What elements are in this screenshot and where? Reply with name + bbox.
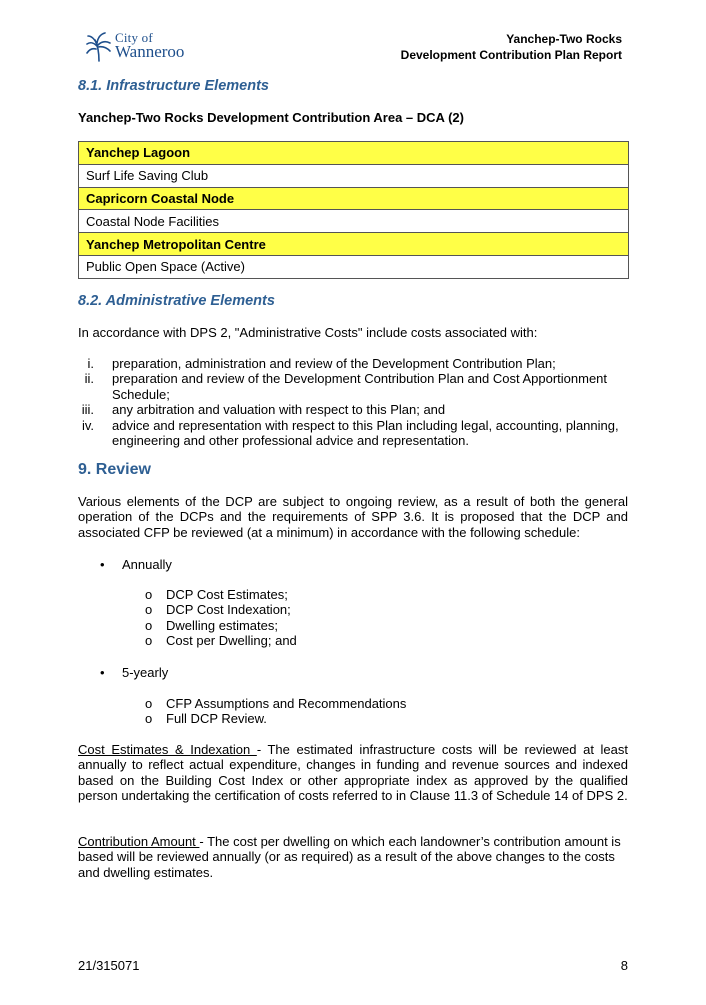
list-item-text: preparation and review of the Development Contribution Plan and Cost Apportionment Schedule; [112,371,608,402]
list-numeral: iii. [81,402,94,418]
dca-subheading: Yanchep-Two Rocks Development Contribution Area – DCA (2) [78,110,464,125]
table-row [79,187,629,210]
footer-page-number: 8 [620,958,628,973]
list-item-text: preparation, administration and review of the Development Contribution Plan; [112,356,556,371]
city-logo [86,30,196,66]
list-item-text: Full DCP Review. [166,711,267,727]
bullet-label: Annually [122,557,172,572]
table-row [79,164,629,187]
list-numeral: ii. [84,371,94,387]
bullet-label: 5-yearly [122,665,169,680]
list-item-text: CFP Assumptions and Recommendations [166,696,407,711]
admin-intro: In accordance with DPS 2, "Administrative Costs" include costs associated with: [78,325,538,340]
circle-bullet-icon: o [145,602,153,618]
circle-bullet-icon: o [145,633,153,649]
list-item-text: advice and representation with respect to this Plan including legal, accounting, planning, engineering and other professional advice and representation. [112,417,619,449]
table-row [79,210,629,233]
list-item [145,711,406,726]
table-cell: Yanchep Lagoon [79,142,629,165]
heading-infrastructure-elements: 8.1. Infrastructure Elements [78,78,269,94]
cost-estimates-paragraph [78,742,628,804]
report-header [401,31,622,63]
cost-estimates-title: Cost Estimates & Indexation [78,742,257,757]
list-item [145,633,297,648]
table-cell: Public Open Space (Active) [79,255,629,278]
five-yearly-sublist [145,696,406,727]
header-title-line2: Development Contribution Plan Report [400,48,622,62]
list-item [78,371,629,402]
contribution-amount-title: Contribution Amount [78,834,200,849]
list-item [145,587,297,602]
logo-text-wanneroo: Wanneroo [115,42,185,61]
admin-costs-list [78,356,629,448]
bullet-icon: • [100,557,105,572]
circle-bullet-icon: o [145,587,153,602]
list-item [145,602,297,617]
list-item-text: DCP Cost Estimates; [166,587,288,602]
list-item-text: DCP Cost Indexation; [166,602,291,618]
circle-bullet-icon: o [145,696,153,711]
header-title-line1: Yanchep-Two Rocks [506,32,622,46]
cost-estimates-text: - The estimated infrastructure costs will be reviewed at least annually to reflect actual expenditure, changes in funding and revenue sources and indexed based on the Building Cost Index or other appropriate index as approved by the qualified person undertaking the certification of costs referred to in Clause 11.3 of Schedule 14 of DPS 2. [78,742,628,804]
table-cell: Capricorn Coastal Node [79,187,629,210]
table-row [79,255,629,278]
list-item-text: any arbitration and valuation with respect to this Plan; and [112,402,446,418]
list-item [78,418,629,449]
footer-doc-ref: 21/315071 [78,958,140,973]
heading-review: 9. Review [78,461,151,478]
list-numeral: iv. [81,417,94,433]
list-item [78,356,629,371]
table-cell: Surf Life Saving Club [79,164,629,187]
contribution-amount-text: - The cost per dwelling on which each landowner’s contribution amount is based will be reviewed annually (or as required) as a result of the above changes to the costs and dwelling estimates. [78,834,621,880]
table-cell: Coastal Node Facilities [79,210,629,233]
list-item-text: Cost per Dwelling; and [166,633,297,649]
annually-sublist [145,587,297,649]
table-row [79,142,629,165]
infrastructure-table [78,141,629,279]
logo-text-city: City of [115,30,153,45]
heading-administrative-elements: 8.2. Administrative Elements [78,293,275,309]
list-numeral: i. [87,356,94,371]
contribution-amount-paragraph [78,834,628,880]
list-item [78,402,629,417]
palm-logo-icon [86,32,112,62]
circle-bullet-icon: o [145,617,153,633]
list-item [145,618,297,633]
table-cell: Yanchep Metropolitan Centre [79,233,629,256]
list-item [145,696,406,711]
table-row [79,233,629,256]
list-item-text: Dwelling estimates; [166,617,278,633]
bullet-icon: • [100,665,105,680]
circle-bullet-icon: o [145,711,153,727]
review-intro: Various elements of the DCP are subject to ongoing review, as a result of both the general operation of the DCPs and the requirements of SPP 3.6. It is proposed that the DCP and associated CFP be reviewed (at a minimum) in accordance with the following schedule: [78,494,628,540]
